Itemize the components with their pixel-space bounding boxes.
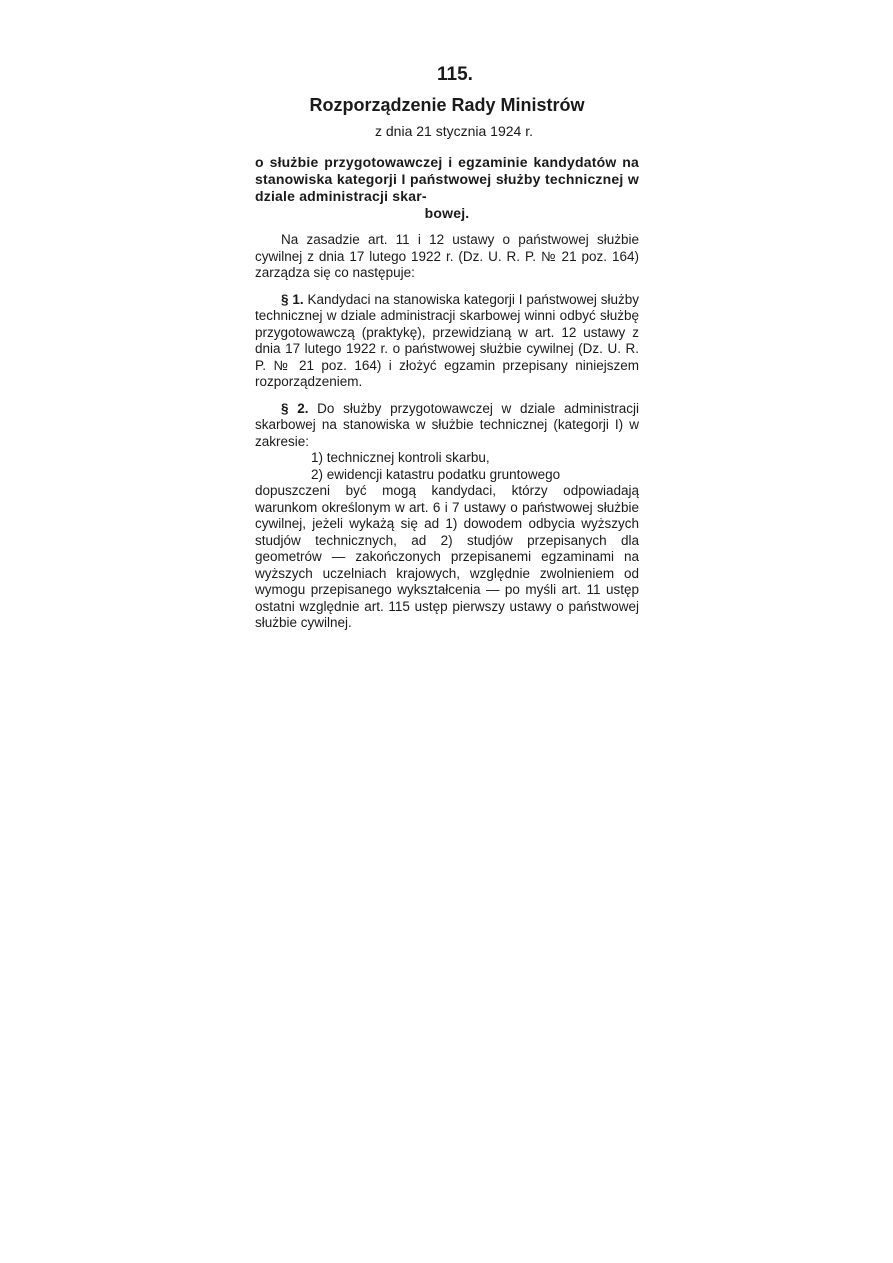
section-1 bbox=[255, 292, 639, 391]
subject-last-line: bowej. bbox=[424, 205, 470, 221]
section-1-label: § 1. bbox=[281, 291, 304, 307]
section-2-item-1: 1) technicznej kontroli skarbu, bbox=[311, 450, 490, 465]
section-1-text: Kandydaci na stanowiska kategorji I państwowej służby technicznej w dziale administracji skarbowej winni odbyć służbę przygotowawczą (praktykę), przewidzianą w art. 12 ustawy z dnia 17 lutego 1922 r. o państwowej służbie cywilnej (Dz. U. R. P. № 21 poz. 164) i złożyć egzamin przepisany niniejszem rozporządzeniem. bbox=[255, 291, 639, 389]
section-2-continuation: dopuszczeni być mogą kandydaci, którzy odpowiadają warunkom określonym w art. 6 i 7 ustawy o państwowej służbie cywilnej, jeżeli wykażą się ad 1) dowodem odbycia wyższych studjów technicznych, ad 2) studjów przepisanych dla geometrów — zakończonych przepisanemi egzaminami na wyższych uczelniach krajowych, względnie zwolnieniem od wymogu przepisanego wykształcenia — po myśli art. 11 ustęp ostatni względnie art. 115 ustęp pierwszy ustawy o państwowej służbie cywilnej. bbox=[255, 483, 639, 630]
item-number: 115. bbox=[437, 64, 473, 85]
section-2-label: § 2. bbox=[281, 400, 309, 416]
subject-main: o służbie przygotowawczej i egzaminie kandydatów na stanowiska kategorji I państwowej służby technicznej w dziale administracji skar- bbox=[255, 154, 639, 204]
preamble: Na zasadzie art. 11 i 12 ustawy o państwowej służbie cywilnej z dnia 17 lutego 1922 r. (Dz. U. R. P. № 21 poz. 164) zarządza się co następuje: bbox=[255, 232, 639, 280]
section-2-text: Do służby przygotowawczej w dziale administracji skarbowej na stanowiska w służbie technicznej (kategorji I) w zakresie: bbox=[255, 400, 639, 449]
document-page bbox=[255, 62, 639, 632]
section-2-item-2: 2) ewidencji katastru podatku gruntowego bbox=[311, 466, 561, 482]
section-2 bbox=[255, 401, 639, 451]
document-subject bbox=[255, 154, 639, 222]
document-date: z dnia 21 stycznia 1924 r. bbox=[375, 123, 533, 139]
document-title: Rozporządzenie Rady Ministrów bbox=[309, 95, 585, 115]
